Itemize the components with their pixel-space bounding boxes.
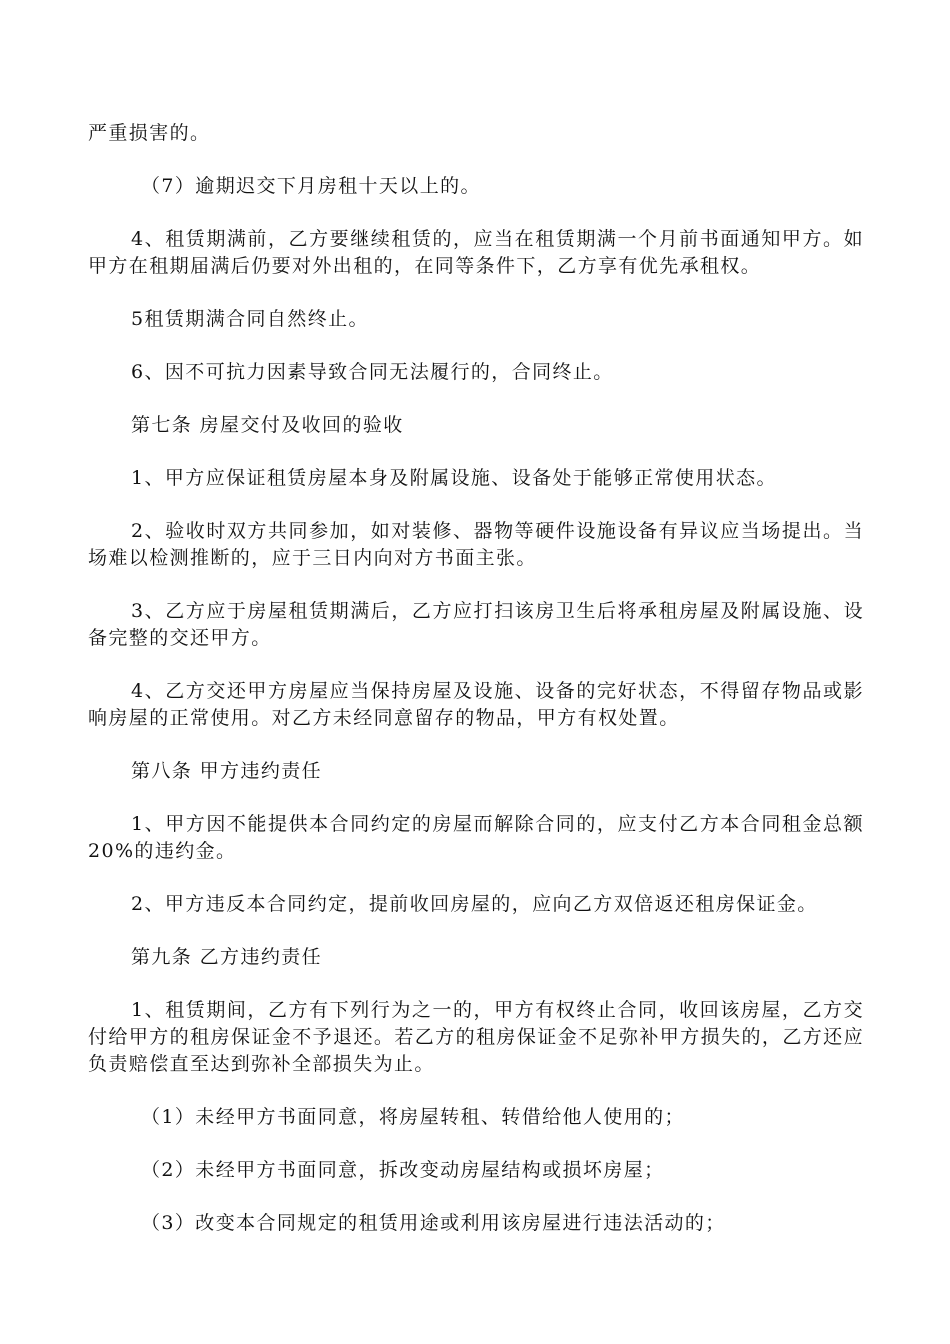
document-page [88, 120, 864, 1237]
article-9-heading: 第九条 乙方违约责任 [131, 946, 323, 968]
clause-5-expiry: 5租赁期满合同自然终止。 [131, 308, 369, 330]
article-7-clause-3: 3、乙方应于房屋租赁期满后，乙方应打扫该房卫生后将承租房屋及附属设施、设备完整的交还甲方。 [88, 600, 864, 649]
article-7-clause-2: 2、验收时双方共同参加，如对装修、器物等硬件设施设备有异议应当场提出。当场难以检测推断的，应于三日内向对方书面主张。 [88, 520, 864, 569]
article-7-clause-4: 4、乙方交还甲方房屋应当保持房屋及设施、设备的完好状态，不得留存物品或影响房屋的正常使用。对乙方未经同意留存的物品，甲方有权处置。 [88, 680, 864, 729]
clause-6-force-majeure: 6、因不可抗力因素导致合同无法履行的，合同终止。 [131, 361, 614, 383]
paragraph-continuation: 严重损害的。 [88, 122, 211, 144]
list-item-2: （2）未经甲方书面同意，拆改变动房屋结构或损坏房屋； [141, 1159, 665, 1181]
clause-4-renewal: 4、租赁期满前，乙方要继续租赁的，应当在租赁期满一个月前书面通知甲方。如甲方在租期届满后仍要对外出租的，在同等条件下，乙方享有优先承租权。 [88, 228, 864, 277]
article-9-clause-1: 1、租赁期间，乙方有下列行为之一的，甲方有权终止合同，收回该房屋，乙方交付给甲方的租房保证金不予退还。若乙方的租房保证金不足弥补甲方损失的，乙方还应负责赔偿直至达到弥补全部损失为止。 [88, 999, 864, 1075]
list-item-7: （7）逾期迟交下月房租十天以上的。 [141, 175, 481, 197]
article-7-heading: 第七条 房屋交付及收回的验收 [131, 414, 404, 436]
article-7-clause-1: 1、甲方应保证租赁房屋本身及附属设施、设备处于能够正常使用状态。 [131, 467, 777, 489]
list-item-3: （3）改变本合同规定的租赁用途或利用该房屋进行违法活动的； [141, 1212, 726, 1234]
article-8-clause-2: 2、甲方违反本合同约定，提前收回房屋的，应向乙方双倍返还租房保证金。 [131, 893, 818, 915]
list-item-1: （1）未经甲方书面同意，将房屋转租、转借给他人使用的； [141, 1106, 685, 1128]
article-8-clause-1: 1、甲方因不能提供本合同约定的房屋而解除合同的，应支付乙方本合同租金总额20%的违约金。 [88, 813, 864, 862]
article-8-heading: 第八条 甲方违约责任 [131, 760, 323, 782]
